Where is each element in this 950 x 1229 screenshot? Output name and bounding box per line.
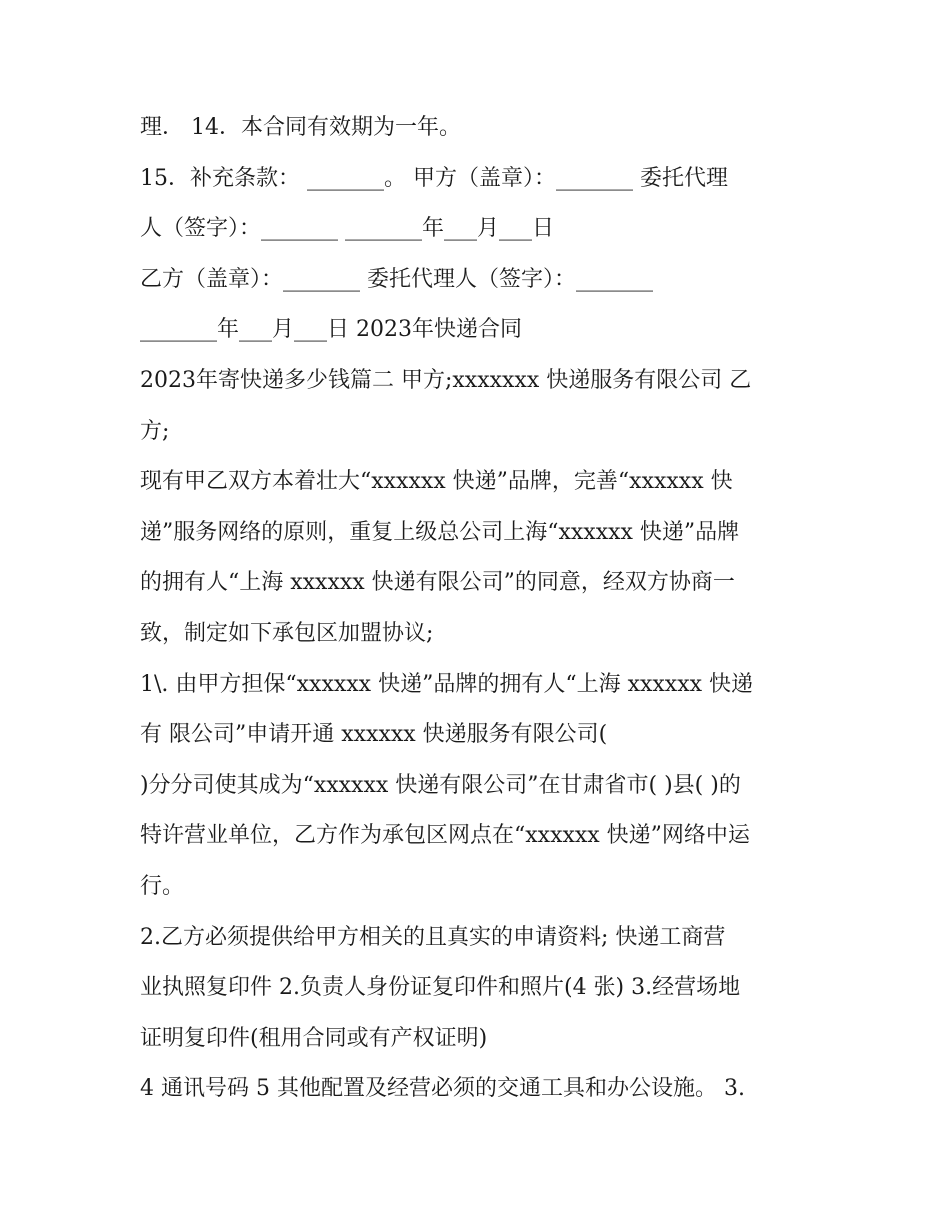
text-line: 行。 — [140, 873, 185, 899]
text-line: _______年___月___日 2023年快递合同 — [140, 317, 522, 343]
text-line: 人（签字）：_______ _______年___月___日 — [140, 216, 554, 242]
text-line: 致，制定如下承包区加盟协议; — [140, 620, 434, 646]
text-line: 递”服务网络的原则，重复上级总公司上海“xxxxxx 快递”品牌 — [140, 519, 740, 545]
text-line: 4 通讯号码 5 其他配置及经营必须的交通工具和办公设施。 3. — [140, 1076, 745, 1102]
text-line: 有 限公司”申请开通 xxxxxx 快递服务有限公司( — [140, 722, 608, 748]
text-line: 15．补充条款： _______。 甲方（盖章）：_______ 委托代理 — [140, 165, 728, 191]
text-line: 乙方（盖章）：_______ 委托代理人（签字）：_______ — [140, 266, 653, 292]
text-line: 方; — [140, 418, 170, 444]
text-line: 证明复印件(租用合同或有产权证明) — [140, 1025, 488, 1051]
text-line: 1\. 由甲方担保“xxxxxx 快递”品牌的拥有人“上海 xxxxxx 快递 — [140, 671, 754, 697]
text-line: 理． 14．本合同有效期为一年。 — [140, 115, 461, 140]
document-body — [140, 103, 820, 1115]
text-line: 业执照复印件 2.负责人身份证复印件和照片(4 张) 3.经营场地 — [140, 975, 741, 1001]
text-line: 2.乙方必须提供给甲方相关的且真实的申请资料; 快递工商营 — [140, 924, 726, 950]
text-line: 的拥有人“上海 xxxxxx 快递有限公司”的同意，经双方协商一 — [140, 570, 735, 596]
text-line: 2023年寄快递多少钱篇二 甲方;xxxxxxx 快递服务有限公司 乙 — [140, 367, 752, 393]
text-line: )分分司使其成为“xxxxxx 快递有限公司”在甘肃省市( )县( )的 — [140, 772, 741, 798]
text-line: 特许营业单位，乙方作为承包区网点在“xxxxxx 快递”网络中运 — [140, 823, 750, 849]
text-line: 现有甲乙双方本着壮大“xxxxxx 快递”品牌，完善“xxxxxx 快 — [140, 469, 733, 495]
